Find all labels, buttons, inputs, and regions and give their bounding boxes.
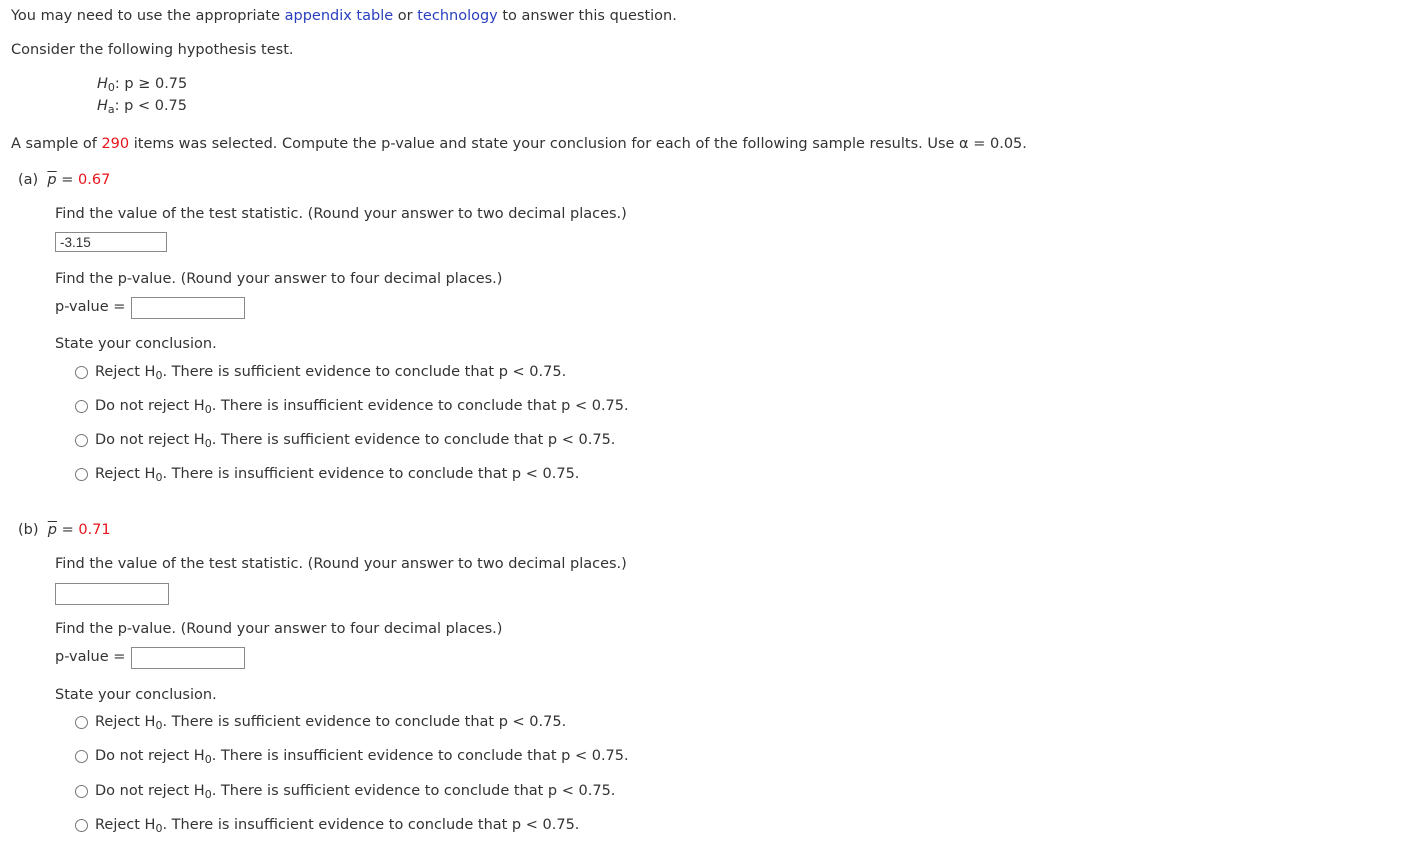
part-b-option-4-radio[interactable] — [75, 819, 88, 832]
option-text: . There is sufficient evidence to conclude that p < 0.75. — [162, 714, 567, 730]
option-text: Do not reject H — [95, 398, 205, 414]
option-text: . There is insufficient evidence to conclude that p < 0.75. — [211, 748, 629, 764]
part-a-option-3-radio[interactable] — [75, 434, 88, 447]
intro-line — [11, 7, 677, 25]
part-b-option-3-radio[interactable] — [75, 785, 88, 798]
part-a-conclusion-prompt: State your conclusion. — [55, 336, 217, 352]
appendix-table-link[interactable]: appendix table — [284, 8, 394, 24]
sample-suffix: items was selected. Compute the p-value and state your conclusion for each of the following sample results. Use α = 0.05. — [133, 136, 1027, 152]
part-a-option-1-radio[interactable] — [75, 366, 88, 379]
option-text: Reject H — [95, 466, 156, 482]
part-b-option-1-radio[interactable] — [75, 716, 88, 729]
part-a-option-2-radio[interactable] — [75, 400, 88, 413]
part-a-option-3[interactable] — [95, 431, 615, 449]
sample-sentence — [11, 135, 1027, 153]
ha-letter: H — [97, 98, 108, 114]
part-a-pbar-value: 0.67 — [78, 172, 111, 188]
ha-sub: a — [107, 103, 115, 116]
part-b-pvalue-prompt: Find the p-value. (Round your answer to four decimal places.) — [55, 621, 503, 637]
part-b-test-stat-prompt: Find the value of the test statistic. (Round your answer to two decimal places.) — [55, 556, 627, 572]
part-b-pbar-value: 0.71 — [78, 522, 111, 538]
intro-prefix: You may need to use the appropriate — [11, 8, 280, 24]
option-text: . There is insufficient evidence to conclude that p < 0.75. — [162, 817, 580, 833]
alternative-hypothesis — [97, 97, 187, 115]
part-b-pvalue-input[interactable] — [131, 647, 245, 669]
part-b-conclusion-prompt: State your conclusion. — [55, 687, 217, 703]
part-b-option-3[interactable] — [95, 782, 615, 800]
option-sub: 0 — [155, 719, 163, 732]
option-sub: 0 — [155, 369, 163, 382]
option-text: Reject H — [95, 714, 156, 730]
part-a-test-stat-prompt: Find the value of the test statistic. (Round your answer to two decimal places.) — [55, 206, 627, 222]
null-hypothesis — [97, 75, 187, 93]
intro-suffix: to answer this question. — [502, 8, 677, 24]
option-sub: 0 — [204, 403, 212, 416]
sample-prefix: A sample of — [11, 136, 97, 152]
part-b-option-4[interactable] — [95, 816, 579, 834]
part-b-option-2-radio[interactable] — [75, 750, 88, 763]
h0-sub: 0 — [107, 81, 115, 94]
technology-link[interactable]: technology — [417, 8, 498, 24]
option-text: Reject H — [95, 817, 156, 833]
part-a-option-2[interactable] — [95, 397, 629, 415]
option-sub: 0 — [204, 788, 212, 801]
part-b-option-2[interactable] — [95, 747, 629, 765]
option-text: Do not reject H — [95, 432, 205, 448]
part-b-header: (b) $\overline{p} = 0.71$ — [18, 522, 111, 538]
h0-rest: : p ≥ 0.75 — [114, 76, 188, 92]
option-text: . There is sufficient evidence to conclude that p < 0.75. — [162, 364, 567, 380]
option-text: Do not reject H — [95, 748, 205, 764]
option-text: . There is sufficient evidence to conclude that p < 0.75. — [211, 432, 616, 448]
part-a-pvalue-prompt: Find the p-value. (Round your answer to four decimal places.) — [55, 271, 503, 287]
consider-text: Consider the following hypothesis test. — [11, 42, 294, 58]
option-sub: 0 — [155, 822, 163, 835]
h0-letter: H — [97, 76, 108, 92]
sample-size: 290 — [101, 136, 130, 152]
part-a-option-1[interactable] — [95, 363, 566, 381]
option-sub: 0 — [204, 753, 212, 766]
intro-mid: or — [397, 8, 413, 24]
part-a-option-4-radio[interactable] — [75, 468, 88, 481]
option-text: Do not reject H — [95, 783, 205, 799]
option-text: . There is insufficient evidence to conclude that p < 0.75. — [162, 466, 580, 482]
part-b-label: (b) — [18, 522, 39, 538]
part-a-test-stat-input[interactable] — [55, 232, 167, 252]
option-sub: 0 — [155, 471, 163, 484]
part-a-option-4[interactable] — [95, 465, 579, 483]
option-text: Reject H — [95, 364, 156, 380]
part-b-test-stat-input[interactable] — [55, 583, 169, 605]
option-text: . There is insufficient evidence to conclude that p < 0.75. — [211, 398, 629, 414]
pbar-symbol: $\overline{p}$ — [47, 522, 57, 538]
part-a-pvalue-input[interactable] — [131, 297, 245, 319]
option-sub: 0 — [204, 437, 212, 450]
part-a-label: (a) — [18, 172, 39, 188]
part-b-pvalue-label: p-value = — [55, 649, 126, 665]
part-a-pvalue-label: p-value = — [55, 299, 126, 315]
pbar-symbol: $\overline{p}$ — [47, 172, 57, 188]
part-b-option-1[interactable] — [95, 713, 566, 731]
ha-rest: : p < 0.75 — [114, 98, 188, 114]
option-text: . There is sufficient evidence to conclude that p < 0.75. — [211, 783, 616, 799]
part-a-header: (a) $\overline{p} = 0.67$ — [18, 172, 111, 188]
